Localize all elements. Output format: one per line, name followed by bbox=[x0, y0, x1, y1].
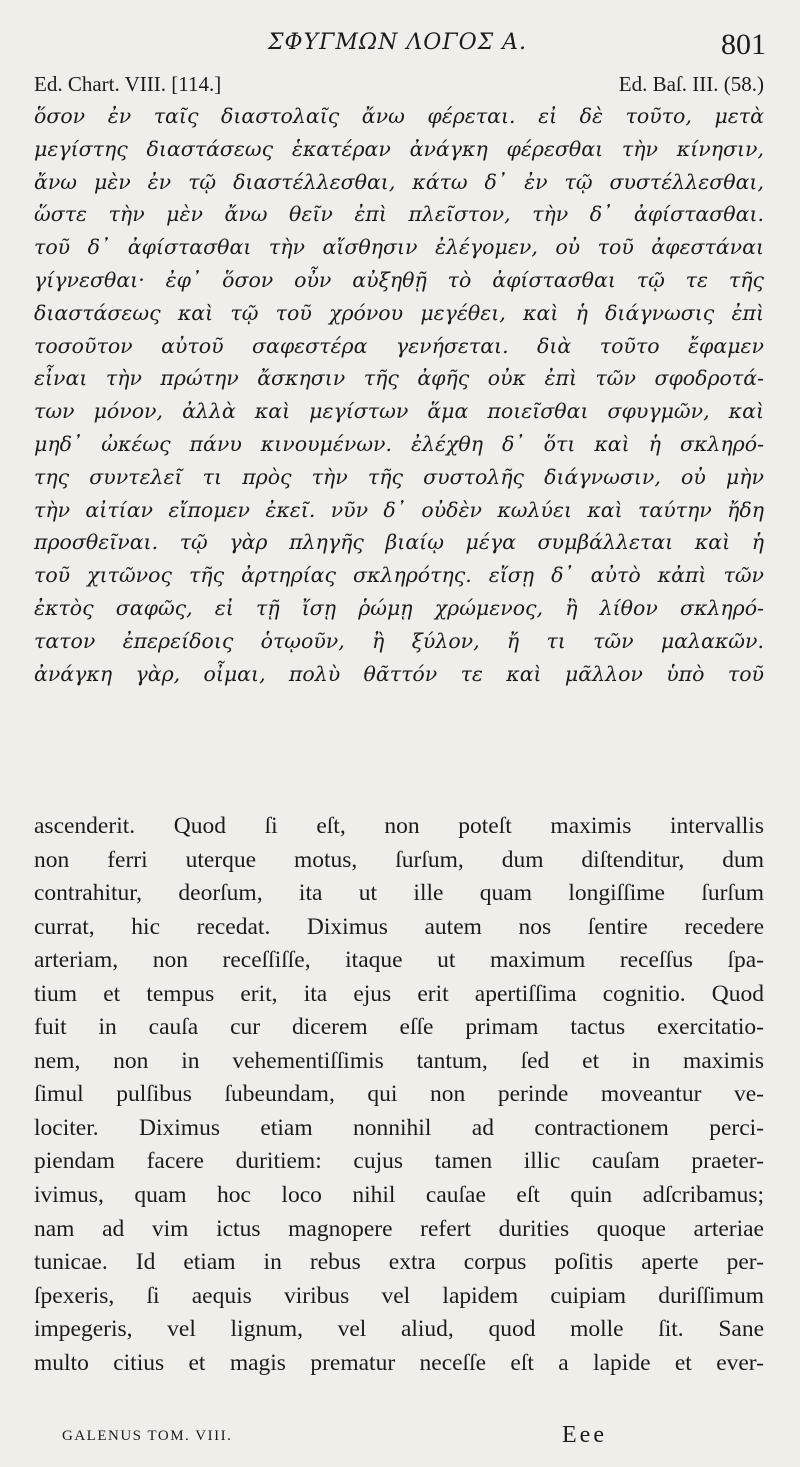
greek-text-line: διαστάσεως καὶ τῷ τοῦ χρόνου μεγέθει, καὶ ἡ διάγνωσις ἐπὶ bbox=[34, 300, 764, 325]
latin-text-line: ivimus, quam hoc loco nihil cauſae eſt quin adſcribamus; bbox=[34, 1182, 764, 1209]
latin-text-line: ascenderit. Quod ſi eſt, non poteſt maximis intervallis bbox=[34, 813, 764, 839]
signature-mark: Eee bbox=[562, 1422, 607, 1448]
greek-text-line: ἄνω μὲν ἐν τῷ διαστέλλεσθαι, κάτω δ᾽ ἐν τῷ συστέλλεσθαι, bbox=[34, 169, 764, 194]
running-title: ΣΦΥΓΜΩΝ ΛΟΓΟΣ Α. bbox=[268, 30, 528, 55]
edition-line bbox=[34, 72, 764, 102]
page-number: 801 bbox=[721, 28, 766, 61]
greek-text-line: γίγνεσθαι· ἐφ᾽ ὅσον οὖν αὐξηθῇ τὸ ἀφίστασθαι τῷ τε τῆς bbox=[34, 267, 764, 292]
greek-text-line: ὅσον ἐν ταῖς διαστολαῖς ἄνω φέρεται. εἰ δὲ τοῦτο, μετὰ bbox=[34, 104, 764, 128]
signature-title: GALENUS TOM. VIII. bbox=[62, 1428, 233, 1444]
greek-text-line: της συντελεῖ τι πρὸς τὴν τῆς συστολῆς διάγνωσιν, οὐ μὴν bbox=[34, 464, 764, 489]
greek-text-line: μεγίστης διαστάσεως ἑκατέραν ἀνάγκη φέρεσθαι τὴν κίνησιν, bbox=[34, 136, 764, 161]
latin-text-line: piendam facere duritiem: cujus tamen illic cauſam praeter- bbox=[34, 1148, 764, 1175]
latin-text-line: ſimul pulſibus ſubeundam, qui non perinde moveantur ve- bbox=[34, 1081, 764, 1108]
greek-text-line: των μόνον, ἀλλὰ καὶ μεγίστων ἅμα ποιεῖσθαι σφυγμῶν, καὶ bbox=[34, 399, 764, 424]
latin-text-line: tium et tempus erit, ita ejus erit apertiſſima cognitio. Quod bbox=[34, 980, 764, 1007]
greek-text-line: ἀνάγκη γὰρ, οἶμαι, πολὺ θᾶττόν τε καὶ μᾶλλον ὑπὸ τοῦ bbox=[34, 661, 764, 686]
greek-text-line: τοῦ δ᾽ ἀφίστασθαι τὴν αἴσθησιν ἐλέγομεν, οὐ τοῦ ἀφεστάναι bbox=[34, 235, 764, 260]
edition-chartier: Ed. Chart. VIII. [114.] bbox=[34, 72, 222, 96]
edition-basel: Ed. Baſ. III. (58.) bbox=[618, 72, 764, 96]
latin-text-block bbox=[34, 810, 764, 1380]
latin-text-line: lociter. Diximus etiam nonnihil ad contractionem perci- bbox=[34, 1114, 764, 1141]
greek-text-line: προσθεῖναι. τῷ γὰρ πληγῆς βιαίῳ μέγα συμβάλλεται καὶ ἡ bbox=[34, 530, 764, 555]
greek-text-line: ὥστε τὴν μὲν ἄνω θεῖν ἐπὶ πλεῖστον, τὴν δ᾽ ἀφίστασθαι. bbox=[34, 202, 764, 227]
latin-text-line: currat, hic recedat. Diximus autem nos ſentire recedere bbox=[34, 913, 764, 940]
greek-text-block bbox=[34, 100, 764, 690]
latin-text-line: multo citius et magis prematur neceſſe eſt a lapide et ever- bbox=[34, 1349, 764, 1376]
greek-text-line: τοσοῦτον αὐτοῦ σαφεστέρα γενήσεται. διὰ τοῦτο ἔφαμεν bbox=[34, 333, 764, 358]
latin-text-line: nem, non in vehementiſſimis tantum, ſed et in maximis bbox=[34, 1047, 764, 1074]
latin-text-line: nam ad vim ictus magnopere refert durities quoque arteriae bbox=[34, 1215, 764, 1242]
greek-text-line: εἶναι τὴν πρώτην ἄσκησιν τῆς ἀφῆς οὐκ ἐπὶ τῶν σφοδροτά- bbox=[34, 366, 764, 391]
greek-text-line: μηδ᾽ ὠκέως πάνυ κινουμένων. ἐλέχθη δ᾽ ὅτι καὶ ἡ σκληρό- bbox=[34, 431, 764, 456]
greek-text-line: τοῦ χιτῶνος τῆς ἀρτηρίας σκληρότης. εἴσῃ δ᾽ αὐτὸ κἀπὶ τῶν bbox=[34, 563, 764, 588]
greek-text-line: τατον ἐπερείδοις ὁτῳοῦν, ἢ ξύλον, ἤ τι τῶν μαλακῶν. bbox=[34, 628, 764, 653]
greek-text-line: τὴν αἰτίαν εἴπομεν ἐκεῖ. νῦν δ᾽ οὐδὲν κωλύει καὶ ταύτην ἤδη bbox=[34, 497, 764, 522]
latin-text-line: ſpexeris, ſi aequis viribus vel lapidem cuipiam duriſſimum bbox=[34, 1282, 764, 1309]
greek-text-line: ἐκτὸς σαφῶς, εἰ τῇ ἴσῃ ῥώμῃ χρώμενος, ἢ λίθον σκληρό- bbox=[34, 595, 764, 620]
latin-text-line: contrahitur, deorſum, ita ut ille quam longiſſime ſurſum bbox=[34, 880, 764, 907]
latin-text-line: tunicae. Id etiam in rebus extra corpus poſitis aperte per- bbox=[34, 1249, 764, 1276]
running-head bbox=[0, 30, 800, 60]
latin-text-line: arteriam, non receſſiſſe, itaque ut maximum receſſus ſpa- bbox=[34, 947, 764, 974]
latin-text-line: fuit in cauſa cur dicerem eſſe primam tactus exercitatio- bbox=[34, 1014, 764, 1041]
latin-text-line: impegeris, vel lignum, vel aliud, quod molle ſit. Sane bbox=[34, 1316, 764, 1343]
latin-text-line: non ferri uterque motus, ſurſum, dum diſtenditur, dum bbox=[34, 846, 764, 873]
footer-signature-line bbox=[62, 1422, 662, 1452]
